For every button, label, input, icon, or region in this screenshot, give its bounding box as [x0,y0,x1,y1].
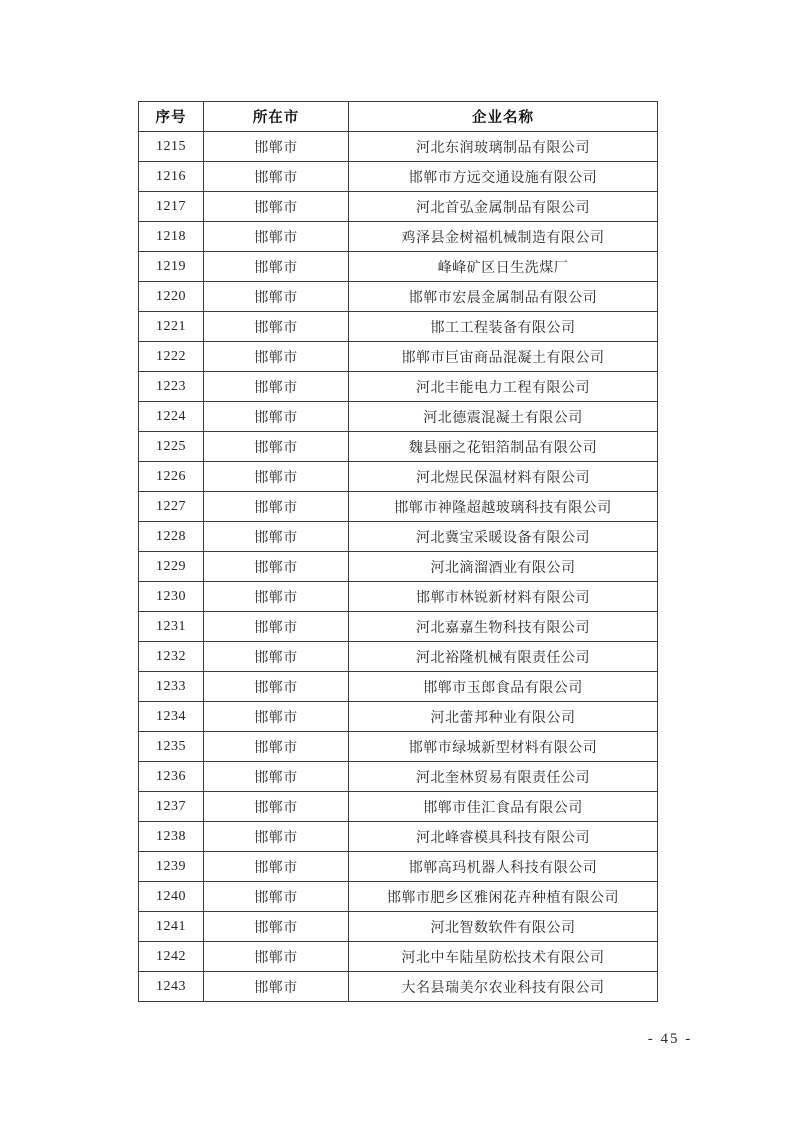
serial-cell: 1239 [139,852,204,882]
serial-cell: 1236 [139,762,204,792]
table-body [139,132,658,1002]
serial-cell: 1241 [139,912,204,942]
city-cell: 邯郸市 [204,672,349,702]
company-cell: 邯郸市绿城新型材料有限公司 [349,732,658,762]
city-cell: 邯郸市 [204,492,349,522]
city-cell: 邯郸市 [204,342,349,372]
table-row [139,612,658,642]
serial-cell: 1221 [139,312,204,342]
company-cell: 河北蕾邦种业有限公司 [349,702,658,732]
city-cell: 邯郸市 [204,912,349,942]
company-cell: 河北首弘金属制品有限公司 [349,192,658,222]
serial-cell: 1222 [139,342,204,372]
city-cell: 邯郸市 [204,642,349,672]
company-cell: 河北丰能电力工程有限公司 [349,372,658,402]
city-cell: 邯郸市 [204,762,349,792]
column-header-company: 企业名称 [349,102,658,132]
serial-cell: 1242 [139,942,204,972]
company-cell: 邯郸市肥乡区雅闲花卉种植有限公司 [349,882,658,912]
city-cell: 邯郸市 [204,222,349,252]
city-cell: 邯郸市 [204,582,349,612]
city-cell: 邯郸市 [204,552,349,582]
table-row [139,162,658,192]
table-row [139,582,658,612]
serial-cell: 1220 [139,282,204,312]
serial-cell: 1217 [139,192,204,222]
table-row [139,852,658,882]
city-cell: 邯郸市 [204,522,349,552]
company-cell: 峰峰矿区日生洗煤厂 [349,252,658,282]
serial-cell: 1223 [139,372,204,402]
city-cell: 邯郸市 [204,822,349,852]
company-cell: 河北冀宝采暖设备有限公司 [349,522,658,552]
company-cell: 河北裕隆机械有限责任公司 [349,642,658,672]
company-cell: 河北滴溜酒业有限公司 [349,552,658,582]
page-number: - 45 - [647,1031,693,1047]
table-row [139,492,658,522]
city-cell: 邯郸市 [204,942,349,972]
company-cell: 河北奎林贸易有限责任公司 [349,762,658,792]
serial-cell: 1216 [139,162,204,192]
company-cell: 邯郸市方远交通设施有限公司 [349,162,658,192]
column-header-city: 所在市 [204,102,349,132]
table-row [139,402,658,432]
company-cell: 邯工工程装备有限公司 [349,312,658,342]
company-cell: 邯郸市玉郎食品有限公司 [349,672,658,702]
table-row [139,702,658,732]
table-row [139,912,658,942]
company-table [138,101,658,1002]
company-cell: 河北峰睿模具科技有限公司 [349,822,658,852]
city-cell: 邯郸市 [204,732,349,762]
table-row [139,432,658,462]
city-cell: 邯郸市 [204,852,349,882]
serial-cell: 1218 [139,222,204,252]
company-cell: 邯郸市宏晨金属制品有限公司 [349,282,658,312]
company-cell: 邯郸市林锐新材料有限公司 [349,582,658,612]
table-row [139,252,658,282]
table-row [139,462,658,492]
city-cell: 邯郸市 [204,192,349,222]
table-row [139,672,658,702]
city-cell: 邯郸市 [204,882,349,912]
serial-cell: 1232 [139,642,204,672]
city-cell: 邯郸市 [204,162,349,192]
city-cell: 邯郸市 [204,612,349,642]
table-row [139,942,658,972]
serial-cell: 1227 [139,492,204,522]
table-header-row [139,102,658,132]
table-row [139,552,658,582]
serial-cell: 1238 [139,822,204,852]
table-row [139,822,658,852]
company-cell: 鸡泽县金树福机械制造有限公司 [349,222,658,252]
serial-cell: 1233 [139,672,204,702]
table-row [139,732,658,762]
serial-cell: 1234 [139,702,204,732]
city-cell: 邯郸市 [204,402,349,432]
company-cell: 邯郸市佳汇食品有限公司 [349,792,658,822]
table-row [139,882,658,912]
serial-cell: 1243 [139,972,204,1002]
city-cell: 邯郸市 [204,282,349,312]
table-row [139,522,658,552]
serial-cell: 1240 [139,882,204,912]
table-row [139,972,658,1002]
table-row [139,342,658,372]
company-cell: 邯郸市巨宙商品混凝土有限公司 [349,342,658,372]
table-row [139,792,658,822]
company-cell: 河北嘉嘉生物科技有限公司 [349,612,658,642]
column-header-serial: 序号 [139,102,204,132]
city-cell: 邯郸市 [204,312,349,342]
serial-cell: 1237 [139,792,204,822]
table-row [139,762,658,792]
serial-cell: 1226 [139,462,204,492]
company-cell: 邯郸市神隆超越玻璃科技有限公司 [349,492,658,522]
company-cell: 河北智数软件有限公司 [349,912,658,942]
table-row [139,372,658,402]
table-row [139,282,658,312]
city-cell: 邯郸市 [204,462,349,492]
serial-cell: 1228 [139,522,204,552]
table-row [139,222,658,252]
city-cell: 邯郸市 [204,432,349,462]
city-cell: 邯郸市 [204,252,349,282]
city-cell: 邯郸市 [204,702,349,732]
company-cell: 河北中车陆星防松技术有限公司 [349,942,658,972]
company-cell: 河北煜民保温材料有限公司 [349,462,658,492]
company-cell: 河北德震混凝土有限公司 [349,402,658,432]
company-cell: 河北东润玻璃制品有限公司 [349,132,658,162]
serial-cell: 1235 [139,732,204,762]
table-row [139,192,658,222]
table-row [139,312,658,342]
table-row [139,132,658,162]
city-cell: 邯郸市 [204,372,349,402]
serial-cell: 1219 [139,252,204,282]
serial-cell: 1215 [139,132,204,162]
company-cell: 大名县瑞美尔农业科技有限公司 [349,972,658,1002]
city-cell: 邯郸市 [204,972,349,1002]
city-cell: 邯郸市 [204,792,349,822]
city-cell: 邯郸市 [204,132,349,162]
serial-cell: 1224 [139,402,204,432]
serial-cell: 1230 [139,582,204,612]
serial-cell: 1225 [139,432,204,462]
serial-cell: 1231 [139,612,204,642]
serial-cell: 1229 [139,552,204,582]
company-cell: 邯郸高玛机器人科技有限公司 [349,852,658,882]
table-row [139,642,658,672]
company-cell: 魏县丽之花铝箔制品有限公司 [349,432,658,462]
